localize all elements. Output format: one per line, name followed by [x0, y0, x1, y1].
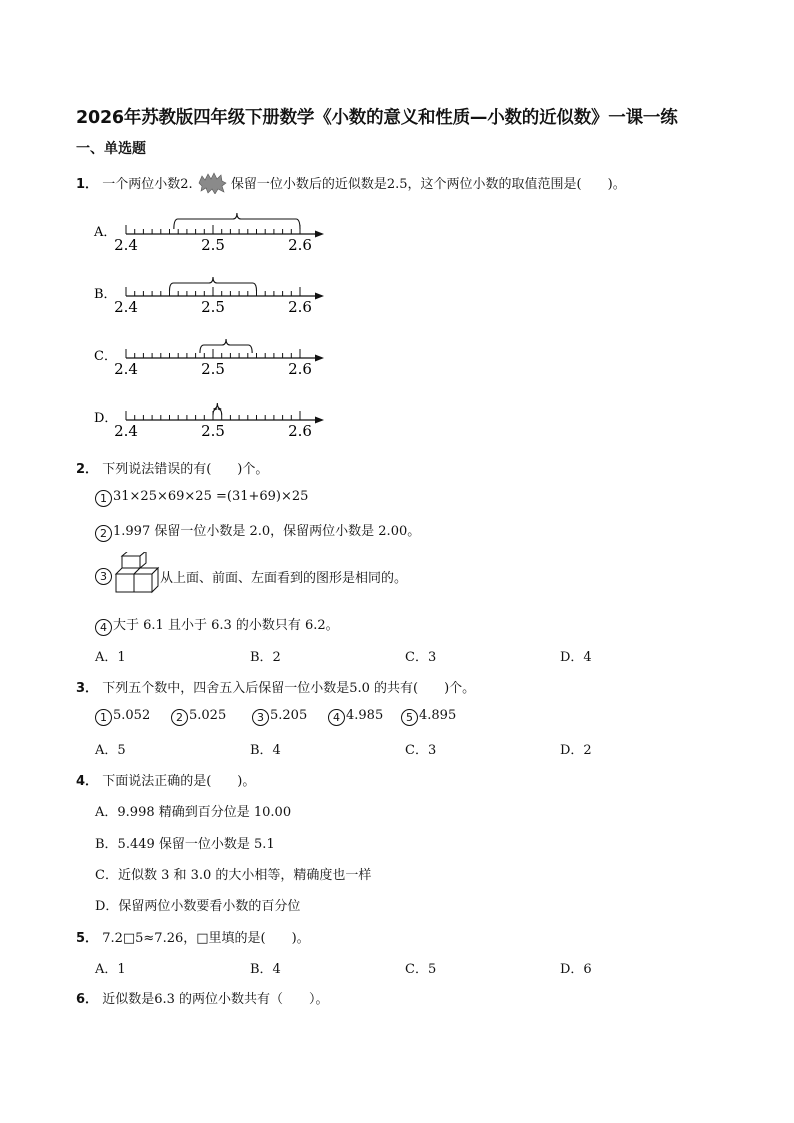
option-d-number-line[interactable]	[94, 403, 324, 440]
tick-label: 2.5	[201, 236, 225, 254]
choice-b[interactable]: B．4	[250, 743, 281, 758]
question-number: 4．	[76, 774, 99, 789]
choice-c[interactable]: C．3	[405, 743, 437, 758]
tick-label: 2.4	[114, 422, 138, 440]
circled-number: 2	[95, 525, 112, 542]
question-3	[76, 677, 475, 696]
statement-text: 大于 6.1 且小于 6.3 的小数只有 6.2。	[113, 618, 339, 633]
choice-c[interactable]: C．3	[405, 650, 437, 665]
question-2	[76, 458, 268, 477]
number-item-2	[171, 708, 226, 726]
number-line-options	[90, 205, 350, 445]
question-6	[76, 988, 329, 1007]
question-text-start: 一个两位小数2.	[102, 177, 193, 192]
arrow-head	[315, 417, 324, 424]
question-4	[76, 770, 255, 789]
option-label: D．	[94, 411, 118, 426]
number-item-1	[95, 708, 150, 726]
choice-d[interactable]: D．6	[560, 962, 592, 977]
question-5	[76, 927, 310, 946]
choice-b[interactable]: B．2	[250, 650, 281, 665]
question-text: 7.2□5≈7.26，□里填的是( )。	[102, 931, 310, 946]
question-number: 2．	[76, 462, 99, 477]
question-text: 下列说法错误的有( )个。	[102, 462, 269, 477]
circled-number: 1	[95, 490, 112, 507]
statement-1	[95, 489, 308, 507]
tick-label: 2.6	[288, 360, 312, 378]
choice-a[interactable]: A．1	[95, 962, 126, 977]
question-number: 5．	[76, 931, 99, 946]
choice-c[interactable]: C．5	[405, 962, 437, 977]
tick-label: 2.5	[201, 422, 225, 440]
option-c-number-line[interactable]	[94, 339, 324, 378]
tick-label: 2.4	[114, 236, 138, 254]
choice-a[interactable]: A．1	[95, 650, 126, 665]
circled-number: 2	[171, 709, 188, 726]
page-title: 2026年苏教版四年级下册数学《小数的意义和性质—小数的近似数》一课一练	[76, 108, 678, 128]
range-brace	[200, 339, 252, 353]
choice-d[interactable]: D．保留两位小数要看小数的百分位	[95, 899, 301, 914]
circled-number: 4	[95, 619, 112, 636]
number-item-4	[328, 708, 383, 726]
option-b-number-line[interactable]	[94, 277, 324, 316]
question-number: 1．	[76, 177, 99, 192]
choice-a[interactable]: A．5	[95, 743, 126, 758]
question-text-end: 保留一位小数后的近似数是2.5，这个两位小数的取值范围是( )。	[230, 177, 626, 192]
choice-a[interactable]: A．9.998 精确到百分位是 10.00	[95, 805, 292, 820]
number-value: 4.985	[346, 708, 384, 723]
tick-label: 2.4	[114, 298, 138, 316]
arrow-head	[315, 355, 324, 362]
circled-number: 1	[95, 709, 112, 726]
number-item-3	[252, 708, 307, 726]
cube-stack-icon	[114, 552, 160, 594]
question-text: 近似数是6.3 的两位小数共有（ ）。	[102, 992, 329, 1007]
option-label: A．	[94, 225, 117, 240]
tick-label: 2.4	[114, 360, 138, 378]
circled-number: 3	[252, 709, 269, 726]
question-text: 下列五个数中，四舍五入后保留一位小数是5.0 的共有( )个。	[102, 681, 476, 696]
question-1	[76, 172, 626, 194]
statement-2	[95, 520, 420, 542]
tick-label: 2.6	[288, 298, 312, 316]
statement-text: 31×25×69×25 =(31+69)×25	[113, 489, 309, 504]
choice-d[interactable]: D．4	[560, 650, 592, 665]
number-value: 4.895	[419, 708, 457, 723]
option-a-number-line[interactable]	[93, 213, 324, 254]
choice-b[interactable]: B．4	[250, 962, 281, 977]
tick-label: 2.5	[201, 360, 225, 378]
number-value: 5.205	[270, 708, 308, 723]
range-brace	[213, 403, 222, 415]
arrow-head	[315, 293, 324, 300]
tick-label: 2.6	[288, 236, 312, 254]
number-value: 5.052	[113, 708, 151, 723]
circled-number: 3	[95, 568, 112, 585]
circled-number: 4	[328, 709, 345, 726]
statement-3-text: 从上面、前面、左面看到的图形是相同的。	[160, 571, 408, 586]
statement-text: 1.997 保留一位小数是 2.0，保留两位小数是 2.00。	[113, 524, 421, 539]
ink-blot-icon	[197, 172, 227, 194]
question-number: 6．	[76, 992, 99, 1007]
choice-b[interactable]: B．5.449 保留一位小数是 5.1	[95, 837, 275, 852]
section-heading: 一、单选题	[76, 141, 146, 157]
choice-c[interactable]: C．近似数 3 和 3.0 的大小相等，精确度也一样	[95, 868, 372, 883]
range-brace	[174, 213, 300, 229]
option-label: C．	[94, 349, 117, 364]
choice-d[interactable]: D．2	[560, 743, 592, 758]
question-text: 下面说法正确的是( )。	[102, 774, 256, 789]
tick-label: 2.6	[288, 422, 312, 440]
number-item-5	[401, 708, 456, 726]
option-label: B．	[94, 287, 117, 302]
statement-4	[95, 614, 339, 636]
statement-3	[95, 567, 113, 585]
question-number: 3．	[76, 681, 99, 696]
arrow-head	[315, 231, 324, 238]
number-value: 5.025	[189, 708, 227, 723]
circled-number: 5	[401, 709, 418, 726]
tick-label: 2.5	[201, 298, 225, 316]
